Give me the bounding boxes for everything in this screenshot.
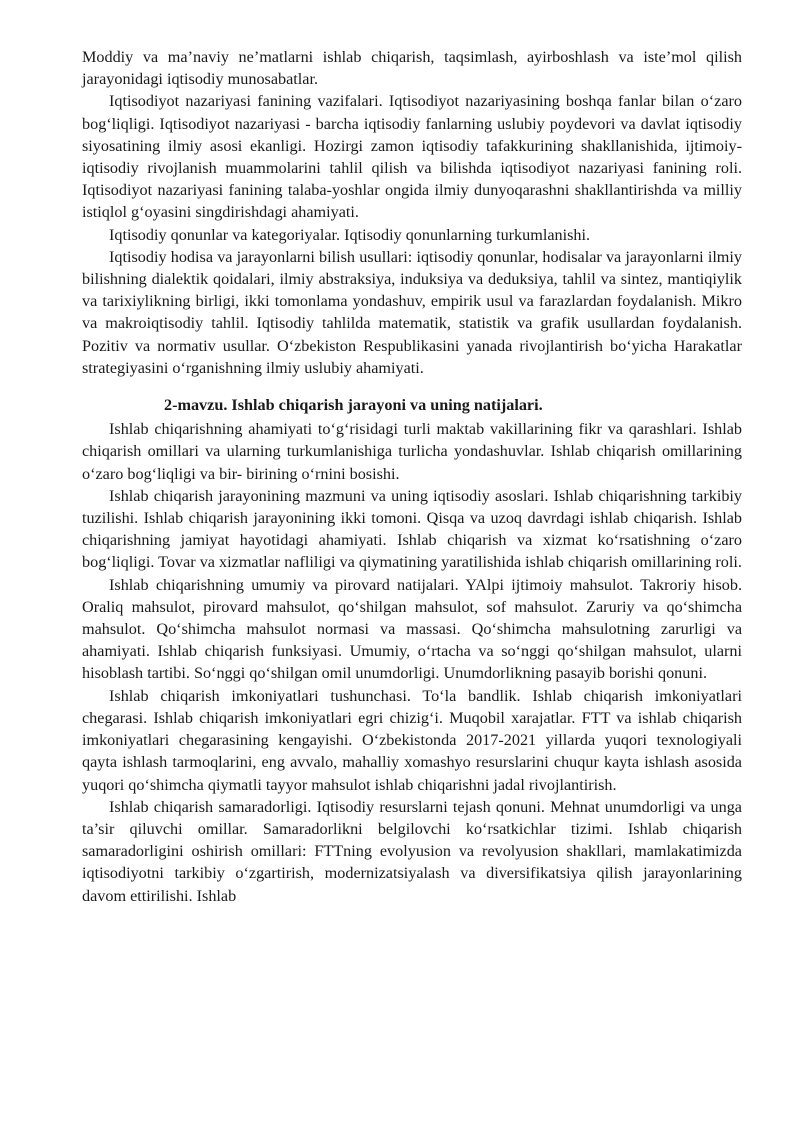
paragraph-production-efficiency: Ishlab chiqarish samaradorligi. Iqtisodiy resurslarni tejash qonuni. Mehnat unumdorligi va unga ta’sir qiluvchi omillar. Samaradorlikni belgilovchi ko‘rsatkichlar tizimi. Ishlab chiqarish samaradorligini oshirish omillari: FTTning evolyusion va revolyusion shakllari, mamlakatimizda iqtisodiyotni tarkibiy o‘zgartirish, modernizatsiyalash va diversifikatsiya qilish jarayonlarining davom ettirilishi. Ishlab <box>82 797 742 905</box>
paragraph-production-possibilities: Ishlab chiqarish imkoniyatlari tushunchasi. To‘la bandlik. Ishlab chiqarish imkoniyatlari chegarasi. Ishlab chiqarish imkoniyatlari egri chizig‘i. Muqobil xarajatlar. FTT va ishlab chiqarish imkoniyatlari chegarasining kengayishi. O‘zbekistonda 2017-2021 yillarda yuqori texnologiyali qayta ishlash tarmoqlarini, eng avvalo, mahalliy xomashyo resurslarini chuqur kayta ishlash asosida yuqori qo‘shimcha qiymatli tayyor mahsulot ishlab chiqarishni jadal rivojlantirish. <box>82 686 742 794</box>
paragraph-production-results: Ishlab chiqarishning umumiy va pirovard natijalari. YAlpi ijtimoiy mahsulot. Takroriy hisob. Oraliq mahsulot, pirovard mahsulot, qo‘shilgan mahsulot, sof mahsulot. Zaruriy va qo‘shimcha mahsulot. Qo‘shimcha mahsulot normasi va massasi. Qo‘shimcha mahsulotning zarurligi va ahamiyati. Ishlab chiqarish funksiyasi. Umumiy, o‘rtacha va so‘nggi qo‘shilgan mahsulot, ularni hisoblash tartibi. So‘nggi qo‘shilgan omil unumdorligi. Unumdorlikning pasayib borishi qonuni. <box>82 575 742 683</box>
paragraph-economic-laws: Iqtisodiy qonunlar va kategoriyalar. Iqtisodiy qonunlarning turkumlanishi. <box>109 225 591 244</box>
section-heading: 2-mavzu. Ishlab chiqarish jarayoni va uning natijalari. <box>164 396 543 415</box>
paragraph-economic-theory-tasks: Iqtisodiyot nazariyasi fanining vazifalari. Iqtisodiyot nazariyasining boshqa fanlar bilan o‘zaro bog‘liqligi. Iqtisodiyot nazariyasi - barcha iqtisodiy fanlarning uslubiy poydevori va davlat iqtisodiy siyosatining ilmiy asosi ekanligi. Hozirgi zamon iqtisodiy tafakkurining shakllanishida, ijtimoiy- iqtisodiy rivojlanish muammolarini tahlil qilish va bilishda iqtisodiyot nazariyasi fanining roli. Iqtisodiyot nazariyasi fanining talaba-yoshlar ongida ilmiy dunyoqarashni shakllantirishda va milliy istiqlol g‘oyasini singdirishdagi ahamiyati. <box>82 92 742 222</box>
document-page <box>82 46 742 907</box>
paragraph-production-process: Ishlab chiqarish jarayonining mazmuni va uning iqtisodiy asoslari. Ishlab chiqarishning tarkibiy tuzilishi. Ishlab chiqarish jarayonining ikki tomoni. Qisqa va uzoq davrdagi ishlab chiqarish. Ishlab chiqarishning jamiyat hayotidagi ahamiyati. Ishlab chiqarish va xizmat ko‘rsatishning o‘zaro bog‘liqligi. Tovar va xizmatlar nafliligi va qiymatining yaratilishida ishlab chiqarish omillarining roli. <box>82 486 742 572</box>
paragraph-economic-relations: Moddiy va ma’naviy ne’matlarni ishlab chiqarish, taqsimlash, ayirboshlash va iste’mol qilish jarayonidagi iqtisodiy munosabatlar. <box>82 48 742 89</box>
paragraph-production-importance: Ishlab chiqarishning ahamiyati to‘g‘risidagi turli maktab vakillarining fikr va qarashlari. Ishlab chiqarish omillari va ularning turkumlanishiga turlicha yondashuvlar. Ishlab chiqarish omillarining o‘zaro bog‘liqligi va bir- birining o‘rnini bosishi. <box>82 420 742 483</box>
paragraph-cognition-methods: Iqtisodiy hodisa va jarayonlarni bilish usullari: iqtisodiy qonunlar, hodisalar va jarayonlarni ilmiy bilishning dialektik qoidalari, ilmiy abstraksiya, induksiya va deduksiya, tahlil va sintez, mantiqiylik va tarixiylikning birligi, ikki tomonlama yondashuv, empirik usul va farazlardan foydalanish. Mikro va makroiqtisodiy tahlil. Iqtisodiy tahlilda matematik, statistik va grafik usullardan foydalanish. Pozitiv va normativ usullar. O‘zbekiston Respublikasini yanada rivojlantirish bo‘yicha Harakatlar strategiyasini o‘rganishning ilmiy uslubiy ahamiyati. <box>82 247 742 377</box>
